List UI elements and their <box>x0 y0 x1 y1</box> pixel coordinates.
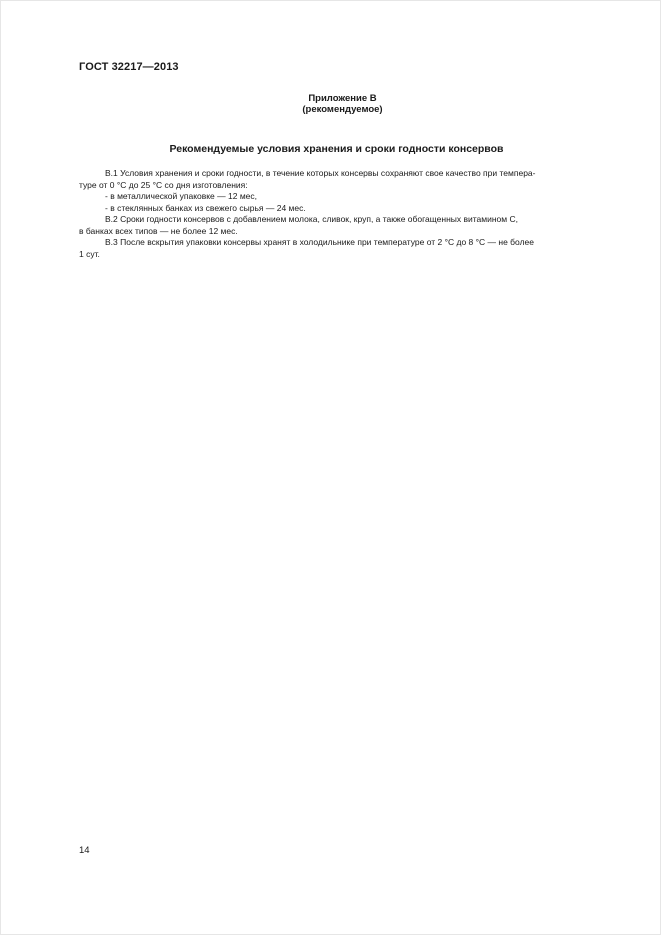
appendix-title: Приложение В <box>308 93 377 104</box>
appendix-subtitle: (рекомендуемое) <box>302 104 383 115</box>
paragraph-b1-line1: В.1 Условия хранения и сроки годности, в течение которых консервы сохраняют свое качество при темпера- <box>105 168 536 178</box>
paragraph-b1 <box>79 168 615 191</box>
paragraph-b1-line2: туре от 0 °С до 25 °С со дня изготовления: <box>79 179 248 190</box>
list-item-glass-jars: - в стеклянных банках из свежего сырья — 24 мес. <box>105 202 306 213</box>
page-number: 14 <box>79 845 90 856</box>
paragraph-b2 <box>79 214 615 237</box>
paragraph-b2-line1: В.2 Сроки годности консервов с добавлением молока, сливок, круп, а также обогащенных витамином С, <box>105 214 518 224</box>
document-code: ГОСТ 32217—2013 <box>79 61 179 73</box>
list-item-metal-package: - в металлической упаковке — 12 мес, <box>105 191 258 201</box>
paragraph-b3-line2: 1 сут. <box>79 248 100 259</box>
appendix-title-block <box>0 93 661 115</box>
paragraph-b3 <box>79 237 615 260</box>
paragraph-b2-line2: в банках всех типов — не более 12 мес. <box>79 225 238 236</box>
paragraph-b3-line1: В.3 После вскрытия упаковки консервы хранят в холодильнике при температуре от 2 °С до 8 °С — не более <box>105 237 534 247</box>
body-text <box>79 168 615 260</box>
section-heading: Рекомендуемые условия хранения и сроки годности консервов <box>169 143 504 155</box>
